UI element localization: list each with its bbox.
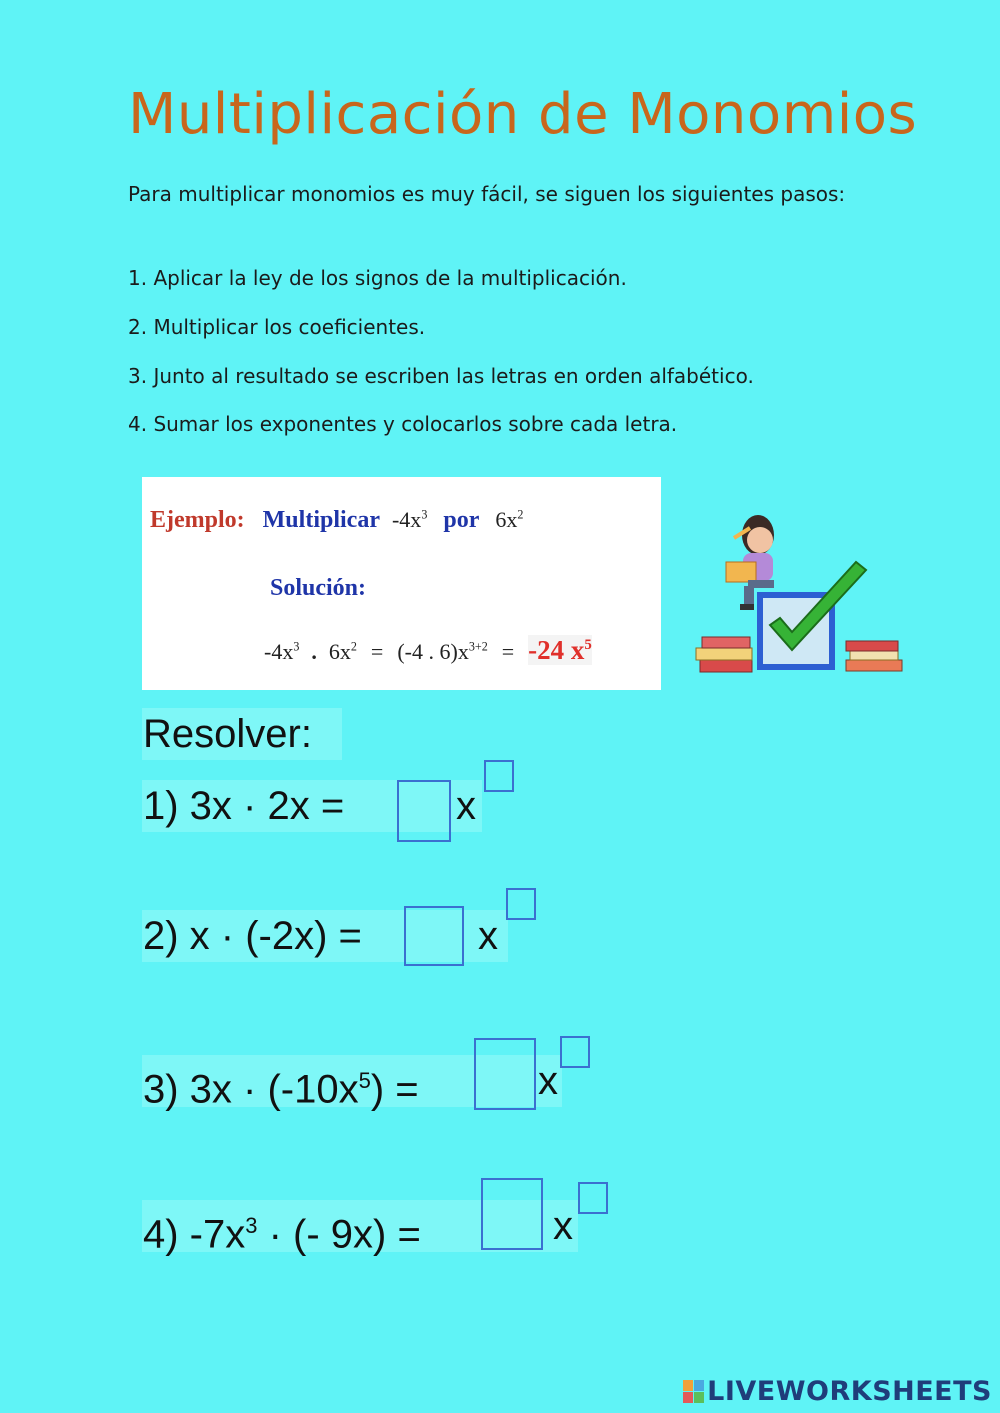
example-term1-exp: 3	[421, 507, 428, 522]
step-4: 4. Sumar los exponentes y colocarlos sobre cada letra.	[128, 412, 678, 436]
question-4-exp: 3	[245, 1213, 258, 1238]
liveworksheets-mark-icon	[683, 1380, 705, 1404]
question-4-lhs-b: · (- 9x) =	[257, 1212, 421, 1257]
example-term2-exp: 2	[517, 507, 524, 522]
question-3-var: x	[538, 1059, 558, 1103]
question-4-var: x	[553, 1204, 573, 1248]
step-3: 3. Junto al resultado se escriben las letras en orden alfabético.	[128, 364, 754, 388]
answer-2-exponent-input[interactable]	[506, 888, 536, 920]
question-1-var: x	[456, 784, 476, 828]
page-title: Multiplicación de Monomios	[128, 82, 918, 147]
example-instruction: Multiplicar	[262, 507, 380, 533]
work-b-exp: 2	[350, 639, 357, 654]
work-eq2: =	[501, 639, 515, 664]
question-1-text: 1) 3x · 2x =	[143, 784, 345, 828]
question-3-text	[143, 1055, 419, 1115]
intro-paragraph: Para multiplicar monomios es muy fácil, se siguen los siguientes pasos:	[128, 182, 846, 206]
liveworksheets-text: LIVEWORKSHEETS	[707, 1376, 992, 1407]
resolver-label: Resolver:	[143, 712, 312, 756]
book-stack-right-icon	[846, 641, 902, 671]
answer-1-exponent-input[interactable]	[484, 760, 514, 792]
step-1: 1. Aplicar la ley de los signos de la multiplicación.	[128, 266, 627, 290]
answer-4-exponent-input[interactable]	[578, 1182, 608, 1214]
example-term2: 6x	[495, 507, 518, 532]
work-c-exp: 3+2	[468, 639, 488, 654]
liveworksheets-logo	[683, 1376, 992, 1407]
question-2-text: 2) x · (-2x) =	[143, 914, 362, 958]
answer-2-coefficient-input[interactable]	[404, 906, 464, 966]
example-panel	[142, 477, 661, 690]
solution-line	[264, 635, 592, 666]
question-3-lhs-b: ) =	[370, 1067, 419, 1112]
work-dot: .	[311, 639, 317, 664]
work-eq1: =	[370, 639, 384, 664]
question-3-exp: 5	[358, 1068, 371, 1093]
example-answer-exp: 5	[584, 637, 592, 653]
example-term1: -4x	[391, 507, 422, 532]
example-por: por	[443, 507, 480, 533]
answer-3-coefficient-input[interactable]	[474, 1038, 536, 1110]
solution-label: Solución:	[270, 575, 367, 601]
work-a: -4x	[264, 639, 294, 664]
step-2: 2. Multiplicar los coeficientes.	[128, 315, 426, 339]
book-stack-left-icon	[696, 637, 752, 672]
question-3-lhs-a: 3) 3x · (-10x	[143, 1067, 359, 1112]
work-a-exp: 3	[293, 639, 300, 654]
work-b: 6x	[328, 639, 351, 664]
work-c: (-4 . 6)x	[397, 639, 469, 664]
answer-3-exponent-input[interactable]	[560, 1036, 590, 1068]
example-answer: -24 x	[528, 635, 585, 665]
answer-4-coefficient-input[interactable]	[481, 1178, 543, 1250]
question-4-lhs-a: 4) -7x	[143, 1212, 246, 1257]
answer-1-coefficient-input[interactable]	[397, 780, 451, 842]
example-label: Ejemplo:	[150, 507, 245, 533]
question-2-var: x	[478, 914, 498, 958]
question-4-text	[143, 1200, 421, 1260]
teacher-checkmark-illustration	[688, 500, 908, 685]
